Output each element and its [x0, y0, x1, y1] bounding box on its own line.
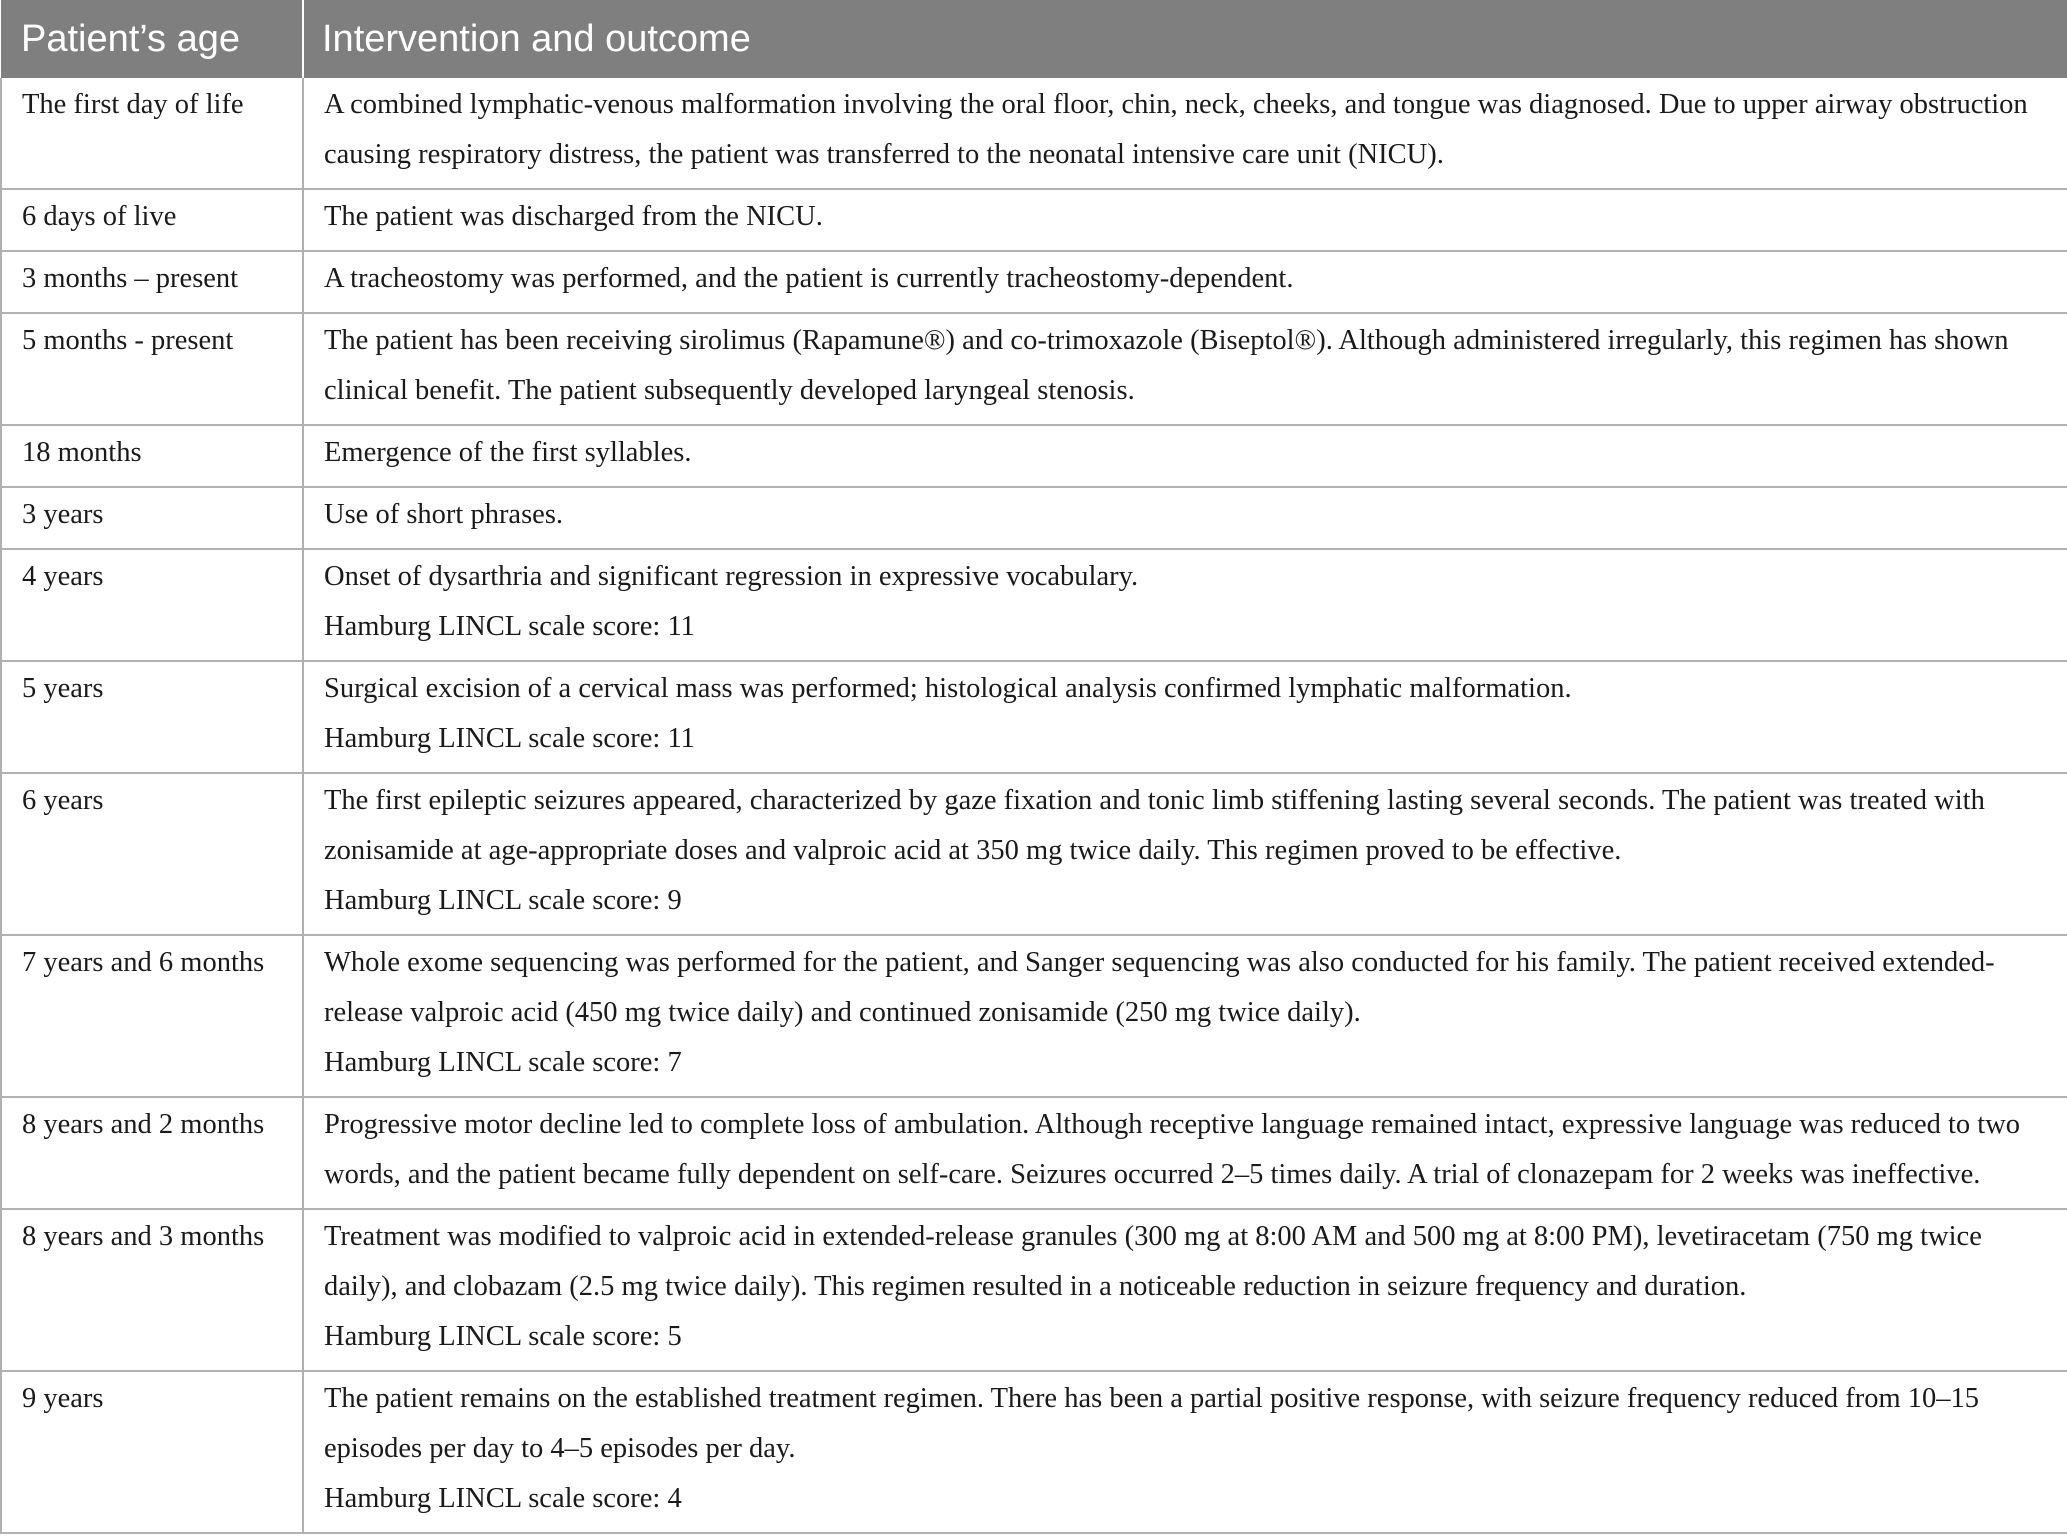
- patient-age-cell: The first day of life: [1, 78, 303, 189]
- intervention-outcome-cell: [303, 189, 2067, 251]
- intervention-text: Surgical excision of a cervical mass was performed; histological analysis confirmed lymphatic malformation.: [324, 673, 1572, 704]
- patient-age-cell: 3 months – present: [1, 251, 303, 313]
- hamburg-lincl-score: Hamburg LINCL scale score: 11: [324, 723, 695, 754]
- patient-age-cell: 3 years: [1, 487, 303, 549]
- intervention-outcome-cell: [303, 1097, 2067, 1209]
- intervention-outcome-cell: [303, 313, 2067, 425]
- intervention-text: The patient remains on the established treatment regimen. There has been a partial positive response, with seizure frequency reduced from 10–15 episodes per day to 4–5 episodes per day.: [324, 1383, 1980, 1464]
- intervention-text: Emergence of the first syllables.: [324, 437, 692, 468]
- hamburg-lincl-score: Hamburg LINCL scale score: 9: [324, 885, 682, 916]
- table-row: [1, 1371, 2067, 1533]
- table-body: [1, 78, 2067, 1533]
- table-row: [1, 661, 2067, 773]
- header-intervention-outcome: Intervention and outcome: [303, 0, 2067, 78]
- table-row: [1, 1209, 2067, 1371]
- table-row: [1, 1097, 2067, 1209]
- table-row: [1, 549, 2067, 661]
- patient-age-cell: 6 days of live: [1, 189, 303, 251]
- table-row: [1, 773, 2067, 935]
- hamburg-lincl-score: Hamburg LINCL scale score: 4: [324, 1483, 682, 1514]
- intervention-text: The patient was discharged from the NICU.: [324, 201, 823, 232]
- intervention-text: Use of short phrases.: [324, 499, 564, 530]
- intervention-text: A combined lymphatic-venous malformation involving the oral floor, chin, neck, cheeks, and tongue was diagnosed. Due to upper airway obstruction causing respiratory distress, the patient was transferred to the neonatal intensive care unit (NICU).: [324, 89, 2028, 170]
- patient-age-cell: 18 months: [1, 425, 303, 487]
- patient-age-cell: 4 years: [1, 549, 303, 661]
- intervention-outcome-cell: [303, 251, 2067, 313]
- intervention-text: Whole exome sequencing was performed for the patient, and Sanger sequencing was also conducted for his family. The patient received extended-release valproic acid (450 mg twice daily) and continued zonisamide (250 mg twice daily).: [324, 947, 1995, 1028]
- table-row: [1, 425, 2067, 487]
- intervention-text: The first epileptic seizures appeared, characterized by gaze fixation and tonic limb stiffening lasting several seconds. The patient was treated with zonisamide at age-appropriate doses and valproic acid at 350 mg twice daily. This regimen proved to be effective.: [324, 785, 1985, 866]
- hamburg-lincl-score: Hamburg LINCL scale score: 5: [324, 1321, 682, 1352]
- intervention-outcome-cell: [303, 935, 2067, 1097]
- table-row: [1, 251, 2067, 313]
- intervention-outcome-cell: [303, 661, 2067, 773]
- intervention-outcome-cell: [303, 1371, 2067, 1533]
- patient-age-cell: 8 years and 3 months: [1, 1209, 303, 1371]
- intervention-outcome-cell: [303, 549, 2067, 661]
- intervention-outcome-cell: [303, 425, 2067, 487]
- table-row: [1, 935, 2067, 1097]
- intervention-text: The patient has been receiving sirolimus (Rapamune®) and co-trimoxazole (Biseptol®). Although administered irregularly, this regimen has shown clinical benefit. The patient subsequently developed laryngeal stenosis.: [324, 325, 2009, 406]
- hamburg-lincl-score: Hamburg LINCL scale score: 11: [324, 611, 695, 642]
- hamburg-lincl-score: Hamburg LINCL scale score: 7: [324, 1047, 682, 1078]
- intervention-text: Onset of dysarthria and significant regression in expressive vocabulary.: [324, 561, 1139, 592]
- intervention-outcome-cell: [303, 487, 2067, 549]
- patient-age-cell: 5 years: [1, 661, 303, 773]
- patient-age-cell: 7 years and 6 months: [1, 935, 303, 1097]
- intervention-text: Progressive motor decline led to complete loss of ambulation. Although receptive language remained intact, expressive language was reduced to two words, and the patient became fully dependent on self-care. Seizures occurred 2–5 times daily. A trial of clonazepam for 2 weeks was ineffective.: [324, 1109, 2021, 1190]
- table-row: [1, 189, 2067, 251]
- header-row: [1, 0, 2067, 78]
- intervention-text: A tracheostomy was performed, and the patient is currently tracheostomy-dependent.: [324, 263, 1294, 294]
- patient-age-cell: 5 months - present: [1, 313, 303, 425]
- patient-age-cell: 8 years and 2 months: [1, 1097, 303, 1209]
- header-patient-age: Patient’s age: [1, 0, 303, 78]
- table-row: [1, 78, 2067, 189]
- patient-age-cell: 9 years: [1, 1371, 303, 1533]
- table-row: [1, 487, 2067, 549]
- intervention-outcome-cell: [303, 773, 2067, 935]
- intervention-text: Treatment was modified to valproic acid in extended-release granules (300 mg at 8:00 AM and 500 mg at 8:00 PM), levetiracetam (750 mg twice daily), and clobazam (2.5 mg twice daily). This regimen resulted in a noticeable reduction in seizure frequency and duration.: [324, 1221, 1982, 1302]
- intervention-outcome-cell: [303, 1209, 2067, 1371]
- table-header: [1, 0, 2067, 78]
- intervention-outcome-cell: [303, 78, 2067, 189]
- patient-age-cell: 6 years: [1, 773, 303, 935]
- table-row: [1, 313, 2067, 425]
